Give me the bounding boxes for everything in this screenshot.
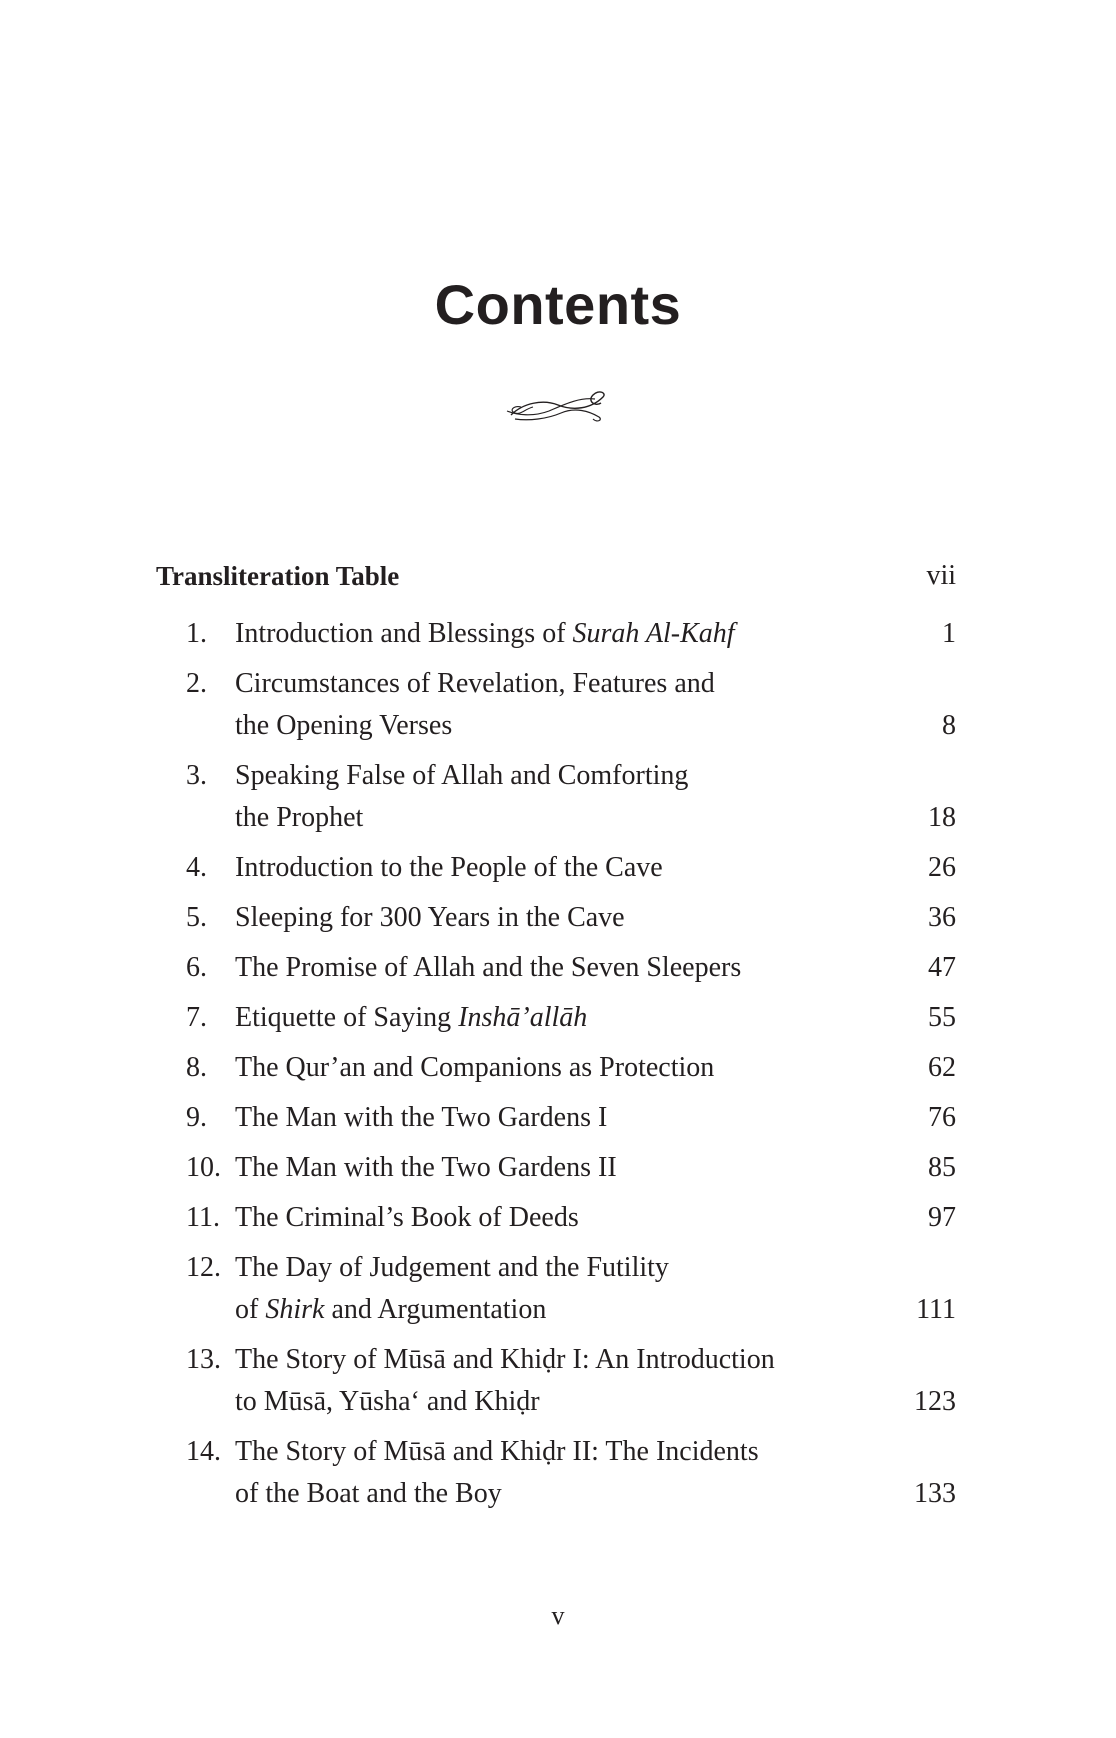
toc-entry[interactable] (156, 1339, 956, 1423)
italic-term: Shirk (265, 1294, 325, 1325)
toc-entry[interactable] (156, 1197, 956, 1239)
title-text: and Argumentation (324, 1294, 547, 1325)
toc-entry-title-line (235, 1339, 866, 1381)
title-text: The Qur’an and Companions as Protection (235, 1052, 715, 1083)
toc-entry-title (235, 663, 866, 747)
toc-entry-page: 111 (916, 1294, 956, 1325)
title-text: Sleeping for 300 Years in the Cave (235, 902, 625, 933)
toc-entry-number: 11. (186, 1202, 220, 1233)
toc-entry-page: 36 (928, 902, 956, 933)
title-text: the Prophet (235, 802, 364, 833)
italic-term: Surah Al-Kahf (572, 618, 735, 649)
toc-entry-page: 76 (928, 1102, 956, 1133)
toc-entry-title-line (235, 1431, 866, 1473)
toc-entry-number: 13. (186, 1344, 221, 1375)
flourish-ornament-icon (503, 385, 613, 425)
toc-entry-title-line (235, 1147, 866, 1189)
toc-entry-title (235, 1247, 866, 1331)
toc-entry-title-line (235, 705, 866, 747)
toc-entry-title (235, 1047, 866, 1089)
toc-entry-title-line (235, 1289, 866, 1331)
toc-entry-title (235, 897, 866, 939)
title-text: The Day of Judgement and the Futility (235, 1252, 669, 1283)
toc-entry[interactable] (156, 947, 956, 989)
toc-entry-number: 4. (186, 852, 207, 883)
toc-entry-title (235, 1147, 866, 1189)
title-text: of the Boat and the Boy (235, 1478, 502, 1509)
toc-entry-page: 47 (928, 952, 956, 983)
title-text: The Story of Mūsā and Khiḍr I: An Introduction (235, 1344, 775, 1375)
toc-entry-page: 1 (942, 618, 956, 649)
toc-entry-title (235, 613, 866, 655)
page-title: Contents (434, 273, 682, 336)
toc-front-matter-page: vii (926, 560, 956, 591)
toc-entry-title-line (235, 1381, 866, 1423)
toc-entry-title-line (235, 1197, 866, 1239)
toc-entry-title (235, 1097, 866, 1139)
toc-entry-number: 12. (186, 1252, 221, 1283)
italic-term: Inshā’allāh (458, 1002, 588, 1033)
toc-entry-title (235, 1197, 866, 1239)
toc-entry-title (235, 847, 866, 889)
toc-entry-title-line (235, 1047, 866, 1089)
toc-entry-number: 3. (186, 760, 207, 791)
toc-entry-page: 8 (942, 710, 956, 741)
toc-entry-title-line (235, 1473, 866, 1515)
toc-entry[interactable] (156, 897, 956, 939)
toc-entry-number: 10. (186, 1152, 221, 1183)
toc-entry-number: 1. (186, 618, 207, 649)
toc-entry-title (235, 1431, 866, 1515)
toc-entry-number: 2. (186, 668, 207, 699)
toc-entry-page: 133 (914, 1478, 956, 1509)
toc-entry[interactable] (156, 755, 956, 839)
toc-entry-page: 62 (928, 1052, 956, 1083)
title-text: The Promise of Allah and the Seven Sleepers (235, 952, 742, 983)
title-text: The Criminal’s Book of Deeds (235, 1202, 579, 1233)
toc-entry-title (235, 1339, 866, 1423)
toc-entry-title (235, 755, 866, 839)
table-of-contents (156, 555, 956, 1523)
toc-entry-number: 8. (186, 1052, 207, 1083)
toc-entry-number: 9. (186, 1102, 207, 1133)
title-text: The Story of Mūsā and Khiḍr II: The Incidents (235, 1436, 759, 1467)
toc-entry-number: 14. (186, 1436, 221, 1467)
toc-front-matter-label: Transliteration Table (156, 561, 400, 591)
toc-entry[interactable] (156, 1431, 956, 1515)
title-text: The Man with the Two Gardens I (235, 1102, 608, 1133)
toc-entry-title-line (235, 755, 866, 797)
title-text: to Mūsā, Yūsha‘ and Khiḍr (235, 1386, 540, 1417)
toc-entry-page: 85 (928, 1152, 956, 1183)
toc-entry-number: 6. (186, 952, 207, 983)
toc-entry-title-line (235, 663, 866, 705)
toc-entry-page: 123 (914, 1386, 956, 1417)
toc-entry[interactable] (156, 847, 956, 889)
page-number: v (551, 1601, 565, 1630)
toc-entry-page: 18 (928, 802, 956, 833)
title-text: of (235, 1294, 266, 1325)
toc-front-matter-row[interactable] (156, 555, 956, 597)
toc-entry-title-line (235, 1247, 866, 1289)
toc-entry-title-line (235, 947, 866, 989)
toc-entry[interactable] (156, 1097, 956, 1139)
title-text: Etiquette of Saying (235, 1002, 459, 1033)
toc-entries-list (156, 613, 956, 1515)
toc-entry-title (235, 947, 866, 989)
toc-entry-title-line (235, 997, 866, 1039)
toc-entry[interactable] (156, 997, 956, 1039)
title-text: the Opening Verses (235, 710, 453, 741)
toc-entry-title-line (235, 847, 866, 889)
toc-entry-number: 7. (186, 1002, 207, 1033)
title-text: Speaking False of Allah and Comforting (235, 760, 689, 791)
toc-entry[interactable] (156, 613, 956, 655)
toc-entry-title-line (235, 1097, 866, 1139)
title-text: Introduction and Blessings of (235, 618, 573, 649)
toc-entry[interactable] (156, 1147, 956, 1189)
title-text: Circumstances of Revelation, Features and (235, 668, 715, 699)
toc-entry[interactable] (156, 1247, 956, 1331)
title-text: The Man with the Two Gardens II (235, 1152, 617, 1183)
toc-entry-number: 5. (186, 902, 207, 933)
toc-entry[interactable] (156, 663, 956, 747)
toc-entry[interactable] (156, 1047, 956, 1089)
toc-entry-title-line (235, 897, 866, 939)
title-text: Introduction to the People of the Cave (235, 852, 663, 883)
toc-entry-title-line (235, 613, 866, 655)
toc-entry-title-line (235, 797, 866, 839)
toc-entry-page: 97 (928, 1202, 956, 1233)
toc-entry-page: 55 (928, 1002, 956, 1033)
toc-entry-title (235, 997, 866, 1039)
toc-entry-page: 26 (928, 852, 956, 883)
